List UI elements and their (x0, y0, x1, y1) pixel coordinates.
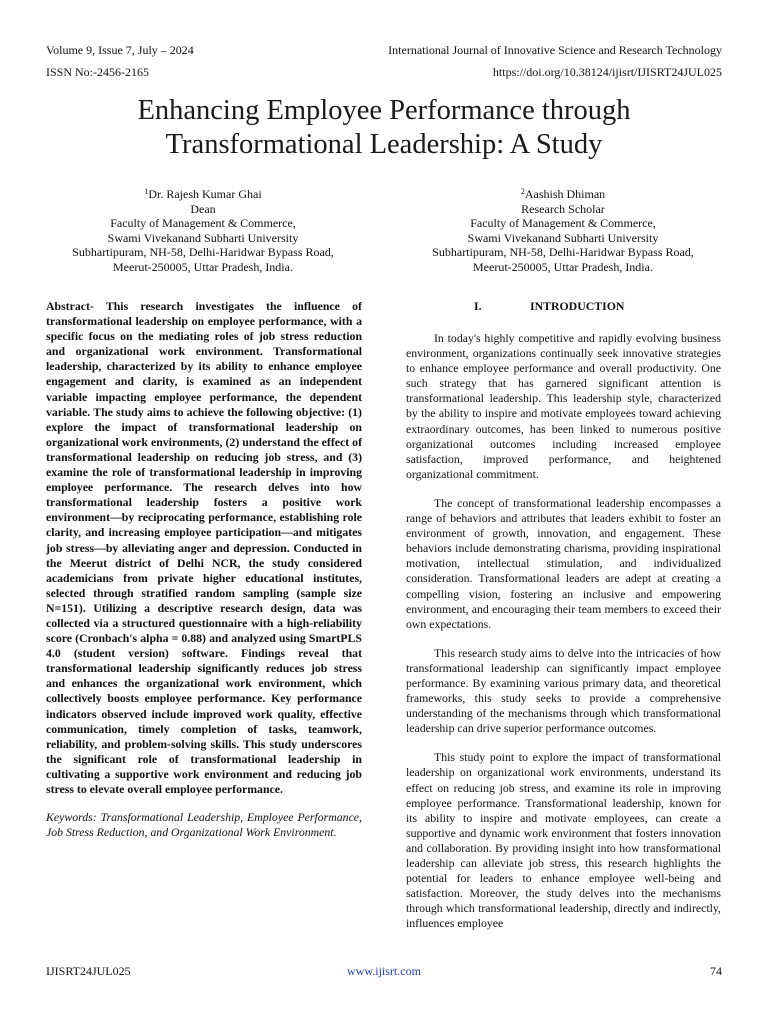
author-role: Research Scholar (521, 201, 605, 216)
author-faculty: Faculty of Management & Commerce, (110, 216, 296, 230)
journal-name: International Journal of Innovative Science and Research Technology (388, 43, 722, 57)
volume-info: Volume 9, Issue 7, July – 2024 (46, 43, 194, 57)
intro-paragraph: In today's highly competitive and rapidly evolving business environment, organizations continually seek innovative strategies to enhance employee performance and overall productivity. One such strategy that has garnered significant attention is transformational leadership. This leadership style, characterized by the ability to inspire and motivate employees toward achieving extraordinary outcomes, has been linked to numerous positive organizational outcomes including increased employee satisfaction, improved performance, and heightened organizational commitment. (406, 331, 721, 481)
author-faculty: Faculty of Management & Commerce, (470, 216, 656, 230)
intro-paragraph: This study point to explore the impact of transformational leadership on organizational work environments, understand its effect on reducing job stress, and examine its role in improving employee performance. Transformational leadership, known for its ability to inspire and motivate employees, can create a supportive and dynamic work environment that fosters innovation and collaboration. By providing insight into how transformational leadership can alleviate job stress, this research highlights the potential for leaders to enhance employee well-being and satisfaction. Moreover, the study delves into the mechanisms through which transformational leadership, directly and indirectly, influences employee (406, 750, 721, 931)
keywords: Keywords: Transformational Leadership, Employee Performance, Job Stress Reduction, and Organizational Work Environment. (46, 810, 362, 840)
author-address-line-1: Subhartipuram, NH-58, Delhi-Haridwar Bypass Road, (432, 245, 694, 259)
author-university: Swami Vivekanand Subharti University (107, 230, 299, 245)
author-university: Swami Vivekanand Subharti University (467, 230, 659, 245)
section-title: INTRODUCTION (530, 299, 625, 313)
author-affil-number: 1 (144, 187, 149, 196)
author-name: $^2$Aashish Dhiman (520, 187, 606, 201)
issn: ISSN No:-2456-2165 (46, 65, 150, 79)
author-block-1 (38, 187, 368, 274)
intro-paragraph: This research study aims to delve into the intricacies of how transformational leadership can significantly impact employee performance. By examining various primary data, and theoretical frameworks, this study seeks to provide a comprehensive understanding of the mechanisms through which transformational leadership can drive superior performance outcomes. (406, 645, 721, 736)
footer-article-id: IJISRT24JUL025 (46, 964, 131, 978)
title-line-2: Transformational Leadership: A Study (165, 129, 603, 160)
intro-paragraph: The concept of transformational leadership encompasses a range of behaviors and attributes that leaders exhibit to foster an environment of growth, innovation, and engagement. These behaviors include demonstrating charisma, providing inspirational motivation, intellectual stimulation, and individualized consideration. Transformational leaders are adept at creating a compelling vision, fostering an inclusive and empowering environment, and encouraging their team members to exceed their own expectations. (406, 495, 721, 631)
author-block-2 (398, 187, 728, 274)
page-footer (46, 964, 722, 978)
author-address-line-2: Meerut-250005, Uttar Pradesh, India. (473, 259, 653, 274)
section-number: I. (474, 299, 482, 313)
running-header-top (46, 43, 722, 57)
author-address-line-1: Subhartipuram, NH-58, Delhi-Haridwar Bypass Road, (72, 245, 334, 259)
author-name: $^1$Dr. Rajesh Kumar Ghai (144, 187, 262, 201)
author-role: Dean (190, 201, 216, 216)
author-affil-number: 2 (520, 187, 525, 196)
title-line-1: Enhancing Employee Performance through (137, 95, 631, 126)
author-address-line-2: Meerut-250005, Uttar Pradesh, India. (113, 259, 293, 274)
paper-title (0, 94, 768, 162)
abstract: Abstract- This research investigates the influence of transformational leadership on employee performance, with a specific focus on the mediating roles of job stress reduction and organizational work environment. Transformational leadership, characterized by its ability to enhance employee engagement and clarity, is examined as an independent variable impacting employee performance, the dependent variable. The study aims to achieve the following objective: (1) explore the impact of transformational leadership on organizational work environments, (2) understand the effect of transformational leadership on reducing job stress, and (3) examine the role of transformational leadership in improving employee performance. The research delves into how transformational leadership fosters a positive work environment—by reciprocating performance, establishing role clarity, and increasing employee participation—and mitigates job stress—by alleviating anger and depression. Conducted in the Meerut district of Delhi NCR, the study considered academicians from private higher educational institutes, selected through stratified random sampling (sample size N=151). Utilizing a descriptive research design, data was collected via a structured questionnaire with a high-reliability score (Cronbach's alpha = 0.88) and analyzed using SmartPLS 4.0 (student version) software. Findings reveal that transformational leadership significantly reduces job stress and enhances the organizational work environment, which collectively boosts employee performance. Key performance indicators observed include improved work quality, effective communication, timely completion of tasks, teamwork, reliability, and problem-solving skills. This study underscores the significant role of transformational leadership in cultivating a supportive work environment and reducing job stress to elevate overall employee performance. (46, 299, 362, 796)
section-heading (406, 299, 721, 314)
left-column (46, 299, 362, 840)
doi-link[interactable]: https://doi.org/10.38124/ijisrt/IJISRT24JUL025 (492, 65, 722, 79)
page-number: 74 (710, 964, 722, 978)
right-column (406, 299, 721, 931)
footer-website-link[interactable]: www.ijisrt.com (347, 964, 421, 978)
running-header-bottom (46, 65, 722, 79)
